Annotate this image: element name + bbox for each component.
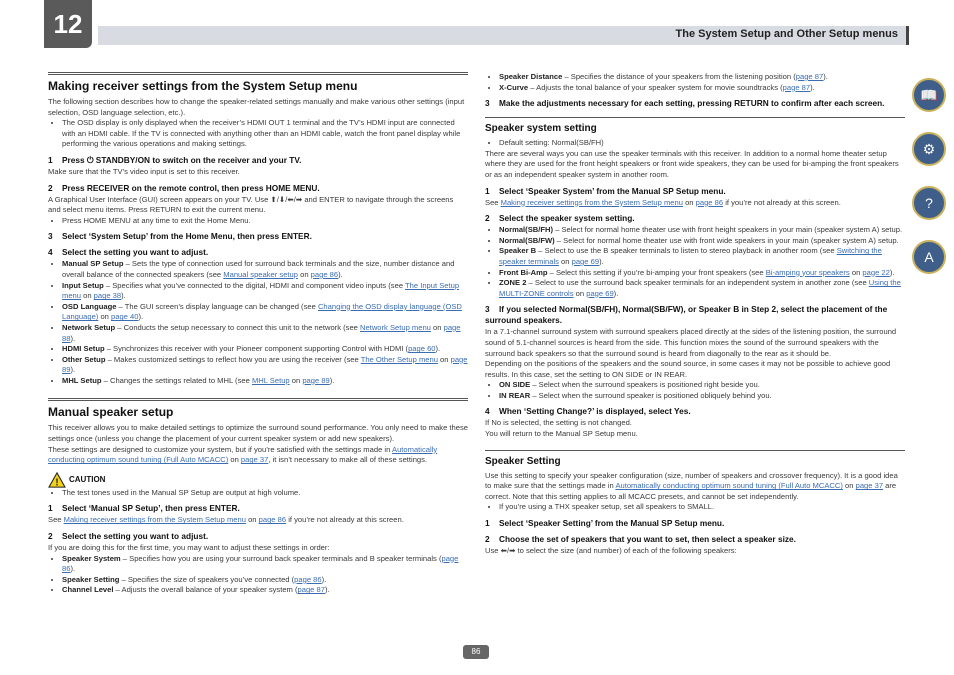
- list-item: • Speaker Distance – Specifies the distance of your speakers from the listening position (page 87).: [499, 72, 905, 83]
- link[interactable]: MHL Setup: [251, 375, 290, 385]
- sss-step-3: 3 If you selected Normal(SB/FH), Normal(SB/FW), or Speaker B in Step 2, select the placement of the surround speakers.: [485, 304, 888, 326]
- list-item: • Front Bi-Amp – Select this setting if you’re bi-amping your front speakers (see Bi-amping your speakers on page 22).: [499, 268, 905, 279]
- link[interactable]: The Other Setup menu: [360, 354, 438, 364]
- abc-icon[interactable]: A: [912, 240, 946, 274]
- page-link[interactable]: page 69: [571, 256, 600, 266]
- sss-step-2: 2 Select the speaker system setting.: [485, 213, 635, 224]
- page-link[interactable]: page 38: [93, 291, 122, 301]
- link[interactable]: Switching the speaker terminals: [499, 246, 882, 266]
- speaker-setting-intro: Use this setting to specify your speaker configuration (size, number of speakers and crossover frequency). It is a good idea to make sure that the settings made in Automatically conducting optimum sound tuning (Full Auto MCACC) on page 37 are correct. Note that this setting applies to all MCACC presets, and cannot be set independently.: [485, 470, 898, 501]
- step-2-bullet: • Press HOME MENU at any time to exit the Home Menu.: [62, 216, 468, 227]
- page-link[interactable]: page 69: [586, 288, 614, 298]
- default-setting: • Default setting: Normal(SB/FH): [499, 138, 905, 149]
- sss-step-3-p1: In a 7.1-channel surround system with surround speakers placed directly at the sides of the listening position, the surround sound of 5.1-channel sources is heard from the side. This function mixes the sound of the surround speakers with the surround back speakers so that the surround sound is heard from diagonally to the rear as it should be.: [485, 327, 897, 358]
- page-link[interactable]: page 87: [297, 585, 325, 595]
- link[interactable]: Network Setup menu: [360, 322, 431, 332]
- list-item: • Normal(SB/FW) – Select for normal home theater use with front wide speakers in your main (speaker system A) setup.: [499, 236, 905, 247]
- page-link[interactable]: page 87: [795, 72, 824, 81]
- list-item: • X-Curve – Adjusts the tonal balance of your speaker system for movie soundtracks (page 87).: [499, 83, 905, 94]
- page-link[interactable]: page 60: [408, 344, 436, 354]
- speaker-system-intro: There are several ways you can use the speaker terminals with this receiver. In addition to a normal home theater setup where they are used for the front height speakers or front wide speakers, they can be used for bi-amping the front speakers or as an independent speaker system in another room.: [485, 148, 899, 179]
- list-item: • IN REAR – Select when the surround speaker is positioned obliquely behind you.: [499, 391, 905, 402]
- caution-text: • The test tones used in the Manual SP Setup are output at high volume.: [62, 488, 468, 499]
- sss-step-4-p2: You will return to the Manual SP Setup menu.: [485, 429, 638, 439]
- section-title-speaker-setting: Speaker Setting: [485, 450, 905, 468]
- page-link[interactable]: page 86: [258, 515, 287, 525]
- page-link[interactable]: page 86: [62, 553, 459, 574]
- remote-icon[interactable]: ⚙: [912, 132, 946, 166]
- sss-step-3-p2: Depending on the positions of the speakers and the sound source, in some cases it may not be possible to achieve good results. In this case, set the setting to ON SIDE or IN REAR.: [485, 359, 891, 379]
- list-item: • ZONE 2 – Select to use the surround back speaker terminals for an independent system in another zone (see Using the MULTI-ZONE controls on page 69).: [499, 278, 905, 299]
- help-icon[interactable]: ?: [912, 186, 946, 220]
- link[interactable]: The Input Setup menu: [62, 280, 460, 301]
- section-title-speaker-system: Speaker system setting: [485, 117, 905, 135]
- chapter-number: 12: [44, 0, 92, 48]
- link[interactable]: Automatically conducting optimum sound tuning (Full Auto MCACC): [48, 444, 438, 465]
- manual-step-2-note: If you are doing this for the first time, you may want to adjust these settings in order:: [48, 543, 330, 553]
- list-item: • Input Setup – Specifies what you’ve connected to the digital, HDMI and component video inputs (see The Input Setup menu on page 38).: [62, 281, 468, 302]
- setup-items-list: [48, 259, 468, 386]
- page-link[interactable]: page 22: [862, 267, 890, 277]
- right-column: [485, 72, 905, 557]
- list-item: • Network Setup – Conducts the setup necessary to connect this unit to the network (see Network Setup menu on page 88).: [62, 323, 468, 344]
- step-1: 1 Press ⏻ STANDBY/ON to switch on the receiver and your TV.: [48, 154, 302, 165]
- manual-intro: This receiver allows you to make detailed settings to optimize the surround sound performance. You only need to make these settings once (unless you change the placement of your current speaker system or add new speakers).: [48, 423, 469, 444]
- section-title-system-setup: Making receiver settings from the System Setup menu: [48, 72, 468, 93]
- step-3-adjust: 3 Make the adjustments necessary for each setting, pressing RETURN to confirm after each screen.: [485, 98, 885, 109]
- sss-step-1-note: See Making receiver settings from the System Setup menu on page 86 if you’re not already at this screen.: [485, 197, 841, 207]
- page-link[interactable]: page 87: [782, 82, 811, 92]
- ss-step-1: 1 Select ‘Speaker Setting’ from the Manual SP Setup menu.: [485, 518, 725, 529]
- page-link[interactable]: page 89: [302, 375, 330, 385]
- list-item: • Speaker B – Select to use the B speaker terminals to listen to stereo playback in another room (see Switching the speaker terminals on page 69).: [499, 246, 905, 267]
- manual-intro-2: These settings are designed to customize your system, but if you’re satisfied with the settings made in Automatically conducting optimum sound tuning (Full Auto MCACC) on page 37, it isn’t necessary to make all of these settings.: [48, 444, 438, 465]
- sss-step-1: 1 Select ‘Speaker System’ from the Manual SP Setup menu.: [485, 185, 726, 196]
- list-item: • Channel Level – Adjusts the overall balance of your speaker system (page 87).: [62, 585, 468, 596]
- page-link[interactable]: page 37: [855, 481, 884, 491]
- caution-block: [48, 472, 468, 488]
- list-item: • ON SIDE – Select when the surround speakers is positioned right beside you.: [499, 380, 905, 391]
- page-link[interactable]: page 86: [310, 269, 339, 279]
- step-4: 4 Select the setting you want to adjust.: [48, 247, 209, 258]
- page-link[interactable]: page 86: [294, 574, 322, 584]
- list-item: • Manual SP Setup – Sets the type of connection used for surround back terminals and the size, number distance and overall balance of the connected speakers (see Manual speaker setup on page 86).: [62, 259, 468, 280]
- list-item: • Normal(SB/FH) – Select for normal home theater use with front height speakers in your main (speaker system A) setup.: [499, 225, 905, 236]
- link[interactable]: Making receiver settings from the System Setup menu: [63, 515, 246, 525]
- link[interactable]: Making receiver settings from the System Setup menu: [500, 197, 683, 207]
- step-2: 2 Press RECEIVER on the remote control, then press HOME MENU.: [48, 182, 320, 193]
- header-title: The System Setup and Other Setup menus: [675, 28, 898, 40]
- osd-note: • The OSD display is only displayed when the receiver’s HDMI OUT 1 terminal and the TV’s HDMI input are connected with an HDMI cable. If the TV is connected with anything other than an HDMI cable, watch the front panel display while performing the various operations and making settings.: [62, 118, 468, 150]
- manual-step-2: 2 Select the setting you want to adjust.: [48, 531, 209, 542]
- link[interactable]: Using the MULTI-ZONE controls: [499, 278, 901, 298]
- page-link[interactable]: page 40: [111, 312, 139, 322]
- link[interactable]: Changing the OSD display language (OSD Language): [62, 301, 462, 322]
- svg-text:!: !: [55, 477, 59, 488]
- manual-step-1-note: See Making receiver settings from the System Setup menu on page 86 if you’re not already at this screen.: [48, 515, 404, 525]
- list-item: • MHL Setup – Changes the settings related to MHL (see MHL Setup on page 89).: [62, 376, 468, 387]
- page-link[interactable]: page 37: [240, 455, 269, 465]
- header-bar: [98, 26, 909, 45]
- warning-icon: [48, 472, 66, 488]
- page-link[interactable]: page 89: [62, 354, 468, 375]
- list-item: • Speaker Setting – Specifies the size of speakers you’ve connected (page 86).: [62, 575, 468, 586]
- sss-step-4-p1: If No is selected, the setting is not changed.: [485, 418, 632, 428]
- page-number: 86: [463, 645, 489, 659]
- list-item: • Other Setup – Makes customized settings to reflect how you are using the receiver (see The Other Setup menu on page 89).: [62, 355, 468, 376]
- step-2-note: A Graphical User Interface (GUI) screen appears on your TV. Use ⬆/⬇/⬅/➡ and ENTER to navigate through the screens and select menu items. Press RETURN to exit the current menu.: [48, 194, 454, 215]
- link[interactable]: Automatically conducting optimum sound tuning (Full Auto MCACC): [615, 481, 843, 491]
- caution-label: CAUTION: [69, 474, 106, 484]
- ss-step-2-note: Use ⬅/➡ to select the size (and number) of each of the following speakers:: [485, 546, 737, 556]
- manual-step-1: 1 Select ‘Manual SP Setup’, then press ENTER.: [48, 503, 240, 514]
- list-item: • HDMI Setup – Synchronizes this receiver with your Pioneer component supporting Control with HDMI (page 60).: [62, 344, 468, 355]
- left-column: [48, 72, 468, 596]
- ss-step-2: 2 Choose the set of speakers that you want to set, then select a speaker size.: [485, 534, 796, 545]
- book-icon[interactable]: 📖: [912, 78, 946, 112]
- list-item: • Speaker System – Specifies how you are using your surround back speaker terminals and B speaker terminals (page 86).: [62, 554, 468, 575]
- intro-text: The following section describes how to change the speaker-related settings manually and make various other settings (input selection, OSD language selection, etc.).: [48, 97, 465, 117]
- sss-step-4: 4 When ‘Setting Change?’ is displayed, select Yes.: [485, 406, 691, 417]
- step-1-note: Make sure that the TV’s video input is set to this receiver.: [48, 166, 240, 176]
- thx-note: • If you’re using a THX speaker setup, set all speakers to SMALL.: [499, 502, 905, 513]
- list-item: • OSD Language – The GUI screen’s display language can be changed (see Changing the OSD display language (OSD Language) on page 40).: [62, 302, 468, 323]
- section-title-manual-speaker: Manual speaker setup: [48, 398, 468, 419]
- page-link[interactable]: page 88: [62, 322, 461, 343]
- link[interactable]: Bi-amping your speakers: [765, 267, 850, 277]
- page-link[interactable]: page 86: [695, 197, 724, 207]
- link[interactable]: Manual speaker setup: [223, 269, 298, 279]
- step-3: 3 Select ‘System Setup’ from the Home Menu, then press ENTER.: [48, 231, 312, 242]
